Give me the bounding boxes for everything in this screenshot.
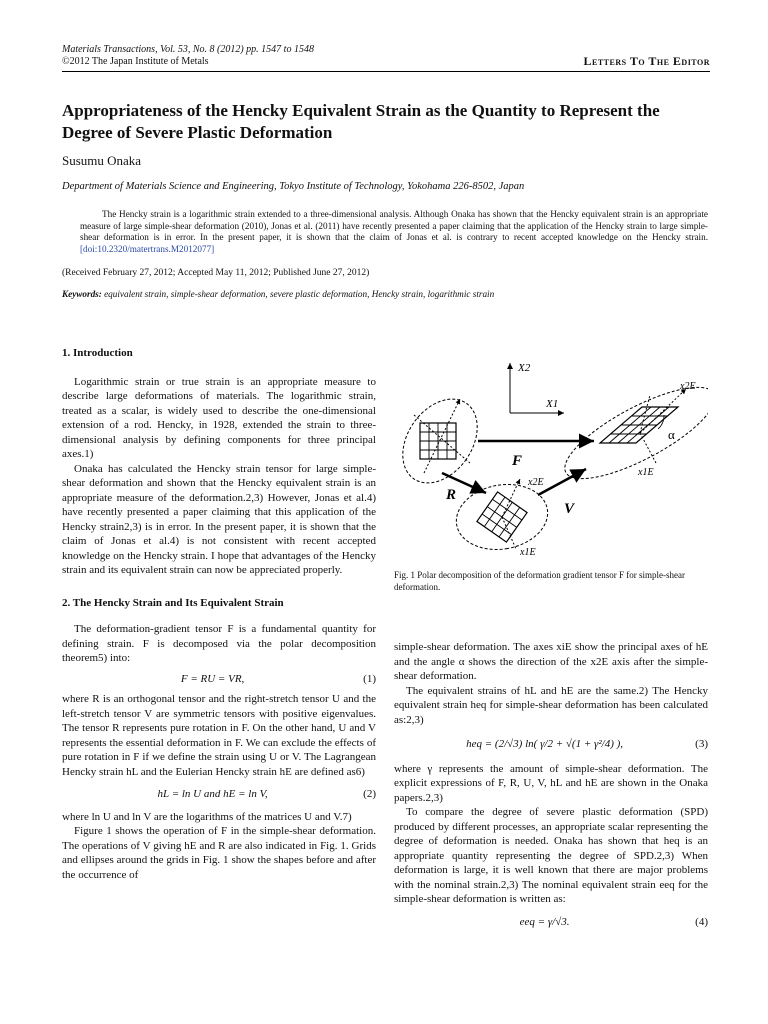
sec2-paragraph-2: where R is an orthogonal tensor and the right-stretch tensor U and the left-stretch tensor V are symmetric tensors with positive eigenvalues. The tensor R represents pure rotation in F. On the other hand, U and V represents the essential deformation in F. We can exclude the effects of pure rotation in F if we define the strain using U or V. The Lagrangean Hencky strain hL and the Eulerian Hencky strain hE are defined as6) — [62, 693, 376, 778]
figure-1 — [394, 355, 708, 565]
equation-2 — [62, 787, 376, 802]
paper-title: Appropriateness of the Hencky Equivalent Strain as the Quantity to Represent the Degree of Severe Plastic Deformation — [62, 101, 660, 142]
label-F: F — [512, 453, 523, 469]
equation-1-body: F = RU = VR, — [180, 672, 245, 685]
sec2-paragraph-1: The deformation-gradient tensor F is a fundamental quantity for defining strain. F is decomposed via the polar decomposition theorem5) into: — [62, 623, 376, 664]
section-2-heading: 2. The Hencky Strain and Its Equivalent Strain — [62, 596, 284, 609]
label-R: R — [446, 487, 457, 503]
figure-1-caption: Fig. 1 Polar decomposition of the deformation gradient tensor F for simple-shear deformation. — [394, 570, 685, 592]
header-rule — [62, 71, 710, 72]
equation-4-body: eeq = γ/√3. — [519, 915, 570, 928]
equation-3-number: (3) — [695, 738, 708, 750]
right-paragraph-4: To compare the degree of severe plastic deformation (SPD) produced by different processes, an appropriate scalar representing the degree of deformation is needed. Onaka has shown that heq is an appropriate quantity representing the degree of SPD.2,3) When deformation is large, it is well known that there are major problems with the nominal strain.2,3) The nominal equivalent strain eeq for the simple-shear deformation is written as: — [394, 806, 708, 905]
left-column — [62, 346, 376, 882]
label-alpha: α — [668, 427, 675, 442]
equation-3 — [394, 737, 708, 752]
label-x1: X1 — [546, 398, 559, 410]
equation-3-body: heq = (2/√3) ln( γ/2 + √(1 + γ²/4) ), — [466, 738, 624, 750]
abstract — [80, 209, 708, 255]
journal-line-1: Materials Transactions, Vol. 53, No. 8 (2012) pp. 1547 to 1548 — [62, 44, 314, 55]
equation-4 — [394, 915, 708, 930]
rotated-grid — [451, 477, 553, 556]
equation-1 — [62, 672, 376, 687]
label-x2e-mid: x2E — [528, 477, 544, 488]
journal-citation — [62, 44, 314, 68]
sec2-paragraph-3: where ln U and ln V are the logarithms of the matrices U and V.7) — [62, 810, 352, 823]
section-1-heading: 1. Introduction — [62, 347, 133, 359]
keywords-label: Keywords: — [62, 289, 102, 299]
journal-line-2: ©2012 The Japan Institute of Metals — [62, 56, 209, 67]
sec2-paragraph-4: Figure 1 shows the operation of F in the simple-shear deformation. The operations of V giving hE and R are also indicated in Fig. 1. Grids and ellipses around the grids in Fig. 1 show the shapes before and after the occurrence of — [62, 825, 376, 881]
doi-link[interactable]: [doi:10.2320/matertrans.M2012077] — [80, 243, 215, 254]
equation-2-number: (2) — [363, 788, 376, 800]
label-x1e-bottom: x1E — [520, 547, 536, 558]
right-paragraph-2: The equivalent strains of hL and hE are the same.2) The Hencky equivalent strain heq for simple-shear deformation has been calculated as:2,3) — [394, 684, 708, 726]
label-x1e-right: x1E — [638, 467, 654, 478]
right-paragraph-3: where γ represents the amount of simple-shear deformation. The explicit expressions of F, R, U, V, hL and hE are shown in the Onaka papers.2,3) — [394, 762, 708, 804]
keywords-list: equivalent strain, simple-shear deformation, severe plastic deformation, Hencky strain, logarithmic strain — [104, 289, 495, 299]
sec1-paragraph-2: Onaka has calculated the Hencky strain tensor for large simple-shear deformation and shown that the Hencky equivalent strain is an appropriate measure of the deformation.2,3) However, Jonas et al.4) have recently presented a paper claiming that this application of the Hencky strain2,3) is in error. In the present paper, it is shown that the claim of Jonas et al.4) is not consistent with recent accepted knowledge on the Hencky strain. I hope that advantages of the Hencky strain and its equivalent strain can now be appreciated properly. — [62, 462, 376, 576]
affiliation: Department of Materials Science and Engineering, Tokyo Institute of Technology, Yokohama 226-8502, Japan — [62, 181, 525, 192]
equation-4-number: (4) — [695, 915, 708, 928]
label-V: V — [564, 501, 575, 517]
initial-grid — [394, 385, 493, 497]
label-x2e-top: x2E — [680, 381, 696, 392]
section-tag: Letters To The Editor — [583, 54, 710, 68]
right-column — [394, 640, 708, 937]
equation-2-body: hL = ln U and hE = ln V, — [157, 788, 268, 800]
abstract-text: The Hencky strain is a logarithmic strain extended to a three-dimensional analysis. Although Onaka has shown that the Hencky equivalent strain is an appropriate measure of large simple-shear deformation (2010), Jonas et al. (2011) have recently presented a paper claiming that the application of the Hencky strain to large simple-shear deformation is in error. In the present paper, it is shown that the claim of Jonas et al. is contrary to recent accepted knowledge on the Hencky strain. — [80, 209, 708, 243]
label-x2: X2 — [518, 362, 531, 374]
author: Susumu Onaka — [62, 153, 142, 168]
received-dates: (Received February 27, 2012; Accepted May 11, 2012; Published June 27, 2012) — [62, 268, 370, 278]
sec1-paragraph-1: Logarithmic strain or true strain is an appropriate measure to describe large deformations of materials. The logarithmic strain, treated as a scalar, is widely used to describe the one-dimensional extension of a rod. Hencky, in 1928, extended the strain to three-dimensional analysis by defining components for three principal axes.1) — [62, 375, 376, 460]
right-paragraph-1: simple-shear deformation. The axes xiE show the principal axes of hE and the angle α shows the direction of the x2E axis after the simple-shear deformation. — [394, 641, 708, 682]
keywords — [62, 289, 494, 299]
equation-1-number: (1) — [363, 672, 376, 685]
arrow-V — [538, 469, 586, 495]
